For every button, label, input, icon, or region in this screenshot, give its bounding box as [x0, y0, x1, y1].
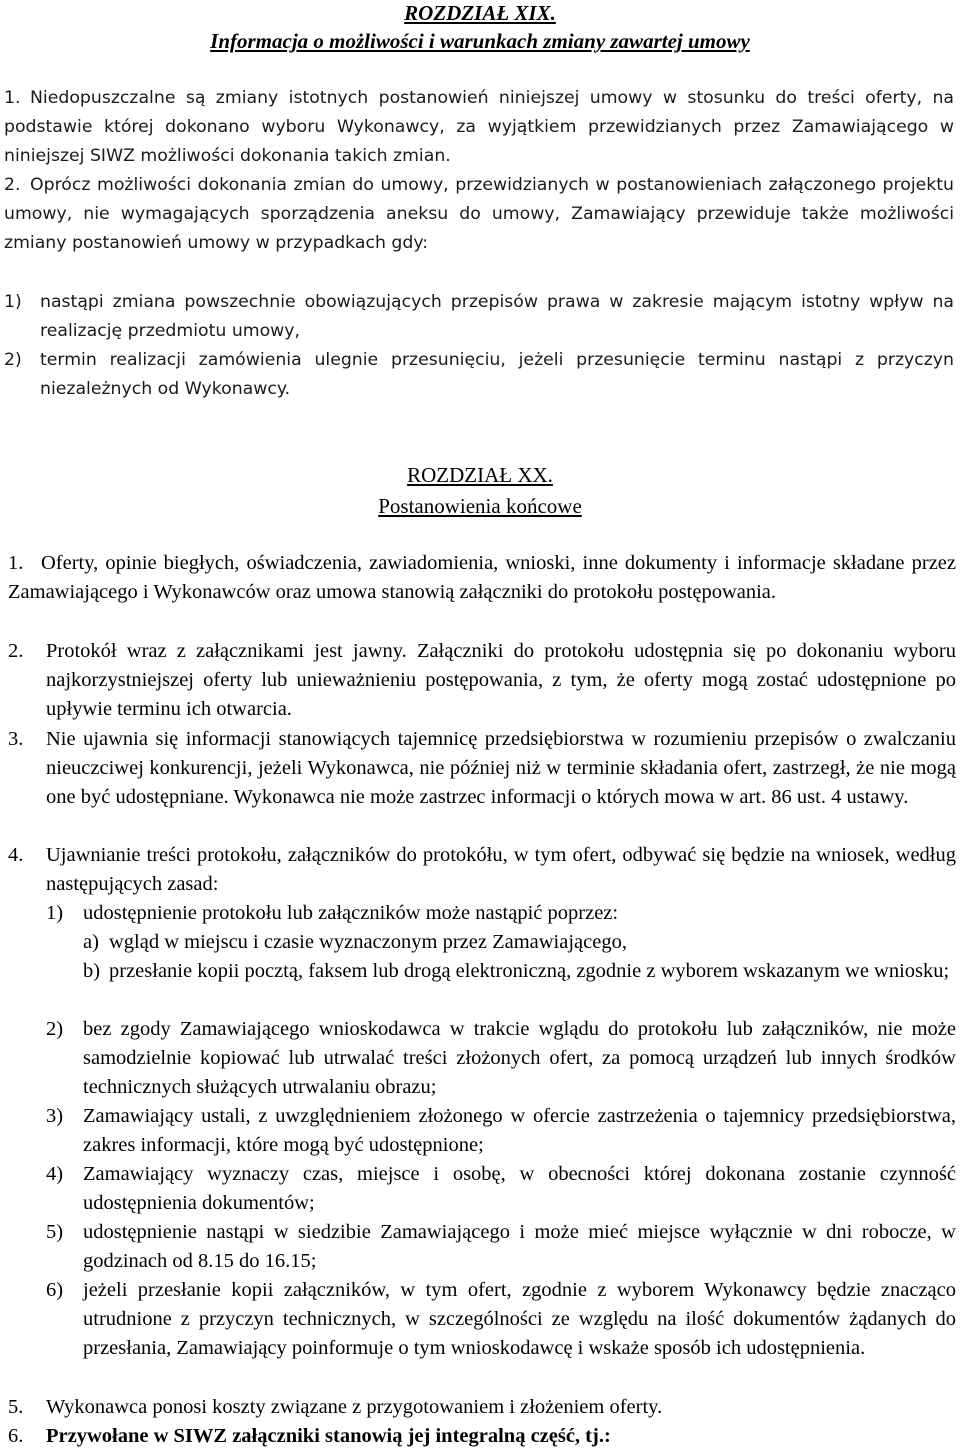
- list-item: [46, 1160, 956, 1218]
- chapter-19-paragraph-1: [4, 84, 954, 171]
- chapter-20-title: ROZDZIAŁ XX.: [407, 463, 553, 487]
- sub-list-item-number: a): [83, 931, 99, 953]
- paragraph-number: 1.: [8, 552, 24, 574]
- list-item: [4, 346, 954, 404]
- list-item-number: 1): [46, 902, 64, 924]
- list-item-number: 4): [46, 1163, 64, 1185]
- chapter-20-paragraph-2: [8, 637, 956, 724]
- sub-list-item: [83, 928, 956, 957]
- sub-list-item-text: wgląd w miejscu i czasie wyznaczonym przez Zamawiającego,: [109, 931, 627, 953]
- chapter-20-paragraph-5: [8, 1393, 956, 1422]
- list-item-text: Zamawiający wyznaczy czas, miejsce i osobę, w obecności której dokonana zostanie czynność udostępnienia dokumentów;: [83, 1163, 956, 1214]
- sub-list-item-text: przesłanie kopii pocztą, faksem lub drogą elektroniczną, zgodnie z wyborem wskazanym we wniosku;: [109, 960, 950, 982]
- list-item-text: udostępnienie protokołu lub załączników może nastąpić poprzez:: [83, 902, 619, 924]
- paragraph-text: Oferty, opinie biegłych, oświadczenia, zawiadomienia, wnioski, inne dokumenty i informacje składane przez Zamawiającego i Wykonawców oraz umowa stanowią załączniki do protokołu postępowania.: [8, 552, 956, 603]
- paragraph-text: Niedopuszczalne są zmiany istotnych postanowień niniejszej umowy w stosunku do treści oferty, na podstawie której dokonano wyboru Wykonawcy, za wyjątkiem przewidzianych przez Zamawiającego w niniejszej SIWZ możliwości dokonania takich zmian.: [4, 88, 954, 166]
- list-item: [46, 899, 956, 928]
- list-item-number: 2): [46, 1018, 64, 1040]
- list-item: [4, 288, 954, 346]
- list-item: [46, 1102, 956, 1160]
- chapter-19-paragraph-2: [4, 171, 954, 258]
- paragraph-text: Ujawnianie treści protokołu, załączników do protokółu, w tym ofert, odbywać się będzie na wniosek, według następujących zasad:: [46, 844, 956, 895]
- list-item-text: bez zgody Zamawiającego wnioskodawca w trakcie wglądu do protokołu lub załączników, nie może samodzielnie kopiować lub utrwalać treści złożonych ofert, za pomocą urządzeń lub innych środków technicznych służących utrwalaniu obrazu;: [83, 1018, 956, 1098]
- paragraph-text: Przywołane w SIWZ załączniki stanowią jej integralną część, tj.:: [46, 1425, 611, 1447]
- chapter-20-subtitle: Postanowienia końcowe: [378, 494, 582, 518]
- list-item-text: jeżeli przesłanie kopii załączników, w tym ofert, zgodnie z wyborem Wykonawcy będzie znacząco utrudnione z przyczyn technicznych, w szczególności ze względu na ilość dokumentów żądanych do przesłania, Zamawiający poinformuje o tym wnioskodawcę i wskaże sposób ich udostępnienia.: [83, 1279, 956, 1359]
- list-item-number: 2): [4, 350, 22, 370]
- list-item: [46, 1218, 956, 1276]
- paragraph-number: 1.: [4, 88, 21, 108]
- paragraph-number: 4.: [8, 844, 24, 866]
- paragraph-text: Wykonawca ponosi koszty związane z przygotowaniem i złożeniem oferty.: [46, 1396, 663, 1418]
- chapter-20-paragraph-6: [8, 1422, 956, 1451]
- sub-list-item: [83, 957, 956, 1015]
- list-item-text: udostępnienie nastąpi w siedzibie Zamawiającego i może mieć miejsce wyłącznie w dni robocze, w godzinach od 8.15 do 16.15;: [83, 1221, 956, 1272]
- chapter-20-paragraph-4: [8, 841, 956, 899]
- sub-list-item-number: b): [83, 960, 101, 982]
- chapter-20-paragraph-1: [8, 549, 956, 636]
- list-item-text: termin realizacji zamówienia ulegnie przesunięciu, jeżeli przesunięcie terminu nastąpi z przyczyn niezależnych od Wykonawcy.: [40, 350, 954, 399]
- chapter-20-paragraph-3: [8, 725, 956, 841]
- paragraph-text: Protokół wraz z załącznikami jest jawny. Załączniki do protokołu udostępnia się po dokonaniu wyboru najkorzystniejszej oferty lub unieważnieniu postępowania, z tym, że oferty mogą zostać udostępnione po upływie terminu ich otwarcia.: [46, 640, 956, 720]
- paragraph-text: Nie ujawnia się informacji stanowiących tajemnicę przedsiębiorstwa w rozumieniu przepisów o zwalczaniu nieuczciwej konkurencji, jeżeli Wykonawca, nie później niż w terminie składania ofert, zastrzegł, że nie mogą one być udostępniane. Wykonawca nie może zastrzec informacji o których mowa w art. 86 ust. 4 ustawy.: [46, 728, 956, 808]
- paragraph-number: 5.: [8, 1396, 24, 1418]
- chapter-19-title: ROZDZIAŁ XIX.: [404, 1, 556, 25]
- list-item-number: 5): [46, 1221, 64, 1243]
- list-item-text: nastąpi zmiana powszechnie obowiązujących przepisów prawa w zakresie mającym istotny wpływ na realizację przedmiotu umowy,: [40, 292, 954, 341]
- list-item-number: 3): [46, 1105, 64, 1127]
- paragraph-number: 3.: [8, 728, 24, 750]
- list-item-number: 1): [4, 292, 22, 312]
- paragraph-text: Oprócz możliwości dokonania zmian do umowy, przewidzianych w postanowieniach załączonego projektu umowy, nie wymagających sporządzenia aneksu do umowy, Zamawiający przewiduje także możliwości zmiany postanowień umowy w przypadkach gdy:: [4, 175, 954, 253]
- list-item: [46, 1015, 956, 1102]
- chapter-19-subtitle: Informacja o możliwości i warunkach zmiany zawartej umowy: [210, 29, 750, 53]
- paragraph-number: 2.: [8, 640, 24, 662]
- paragraph-number: 2.: [4, 175, 21, 195]
- list-item: [46, 1276, 956, 1392]
- list-item-number: 6): [46, 1279, 64, 1301]
- list-item-text: Zamawiający ustali, z uwzględnieniem złożonego w ofercie zastrzeżenia o tajemnicy przedsiębiorstwa, zakres informacji, które mogą być udostępnione;: [83, 1105, 956, 1156]
- paragraph-number: 6.: [8, 1425, 24, 1447]
